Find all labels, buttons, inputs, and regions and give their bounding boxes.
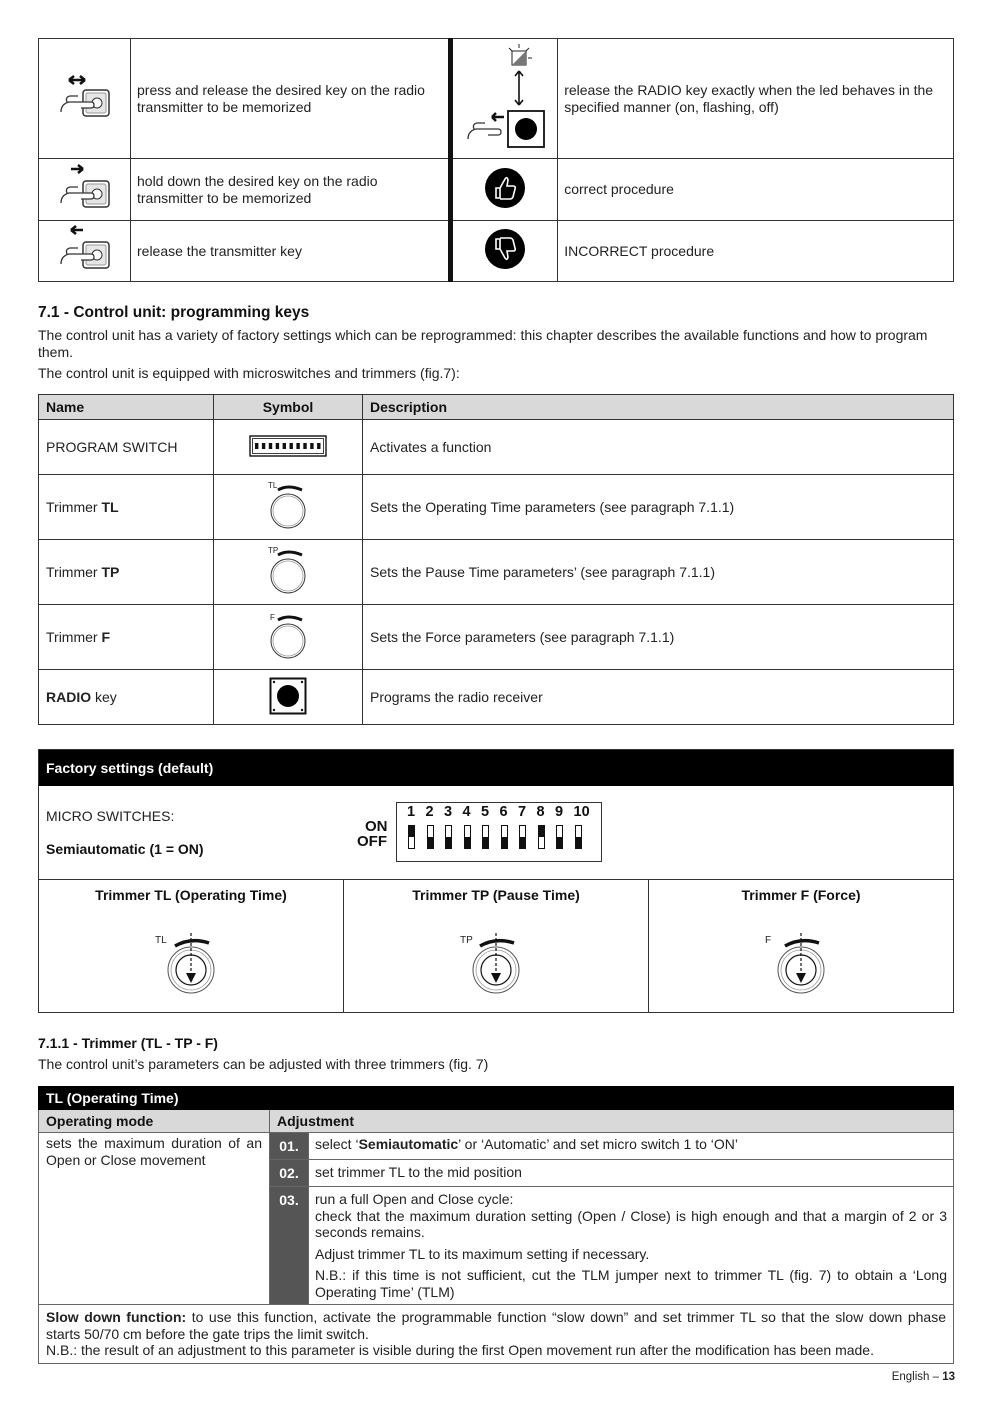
dip-switch-number: 5 — [481, 804, 490, 820]
trimmer-icon — [258, 608, 318, 664]
key-name — [39, 670, 214, 725]
dip-switch-number: 2 — [425, 804, 434, 820]
table-row — [39, 1133, 954, 1160]
dip-lever-icon — [290, 443, 293, 449]
step-text: set trimmer TL to the mid position — [309, 1160, 954, 1187]
trimmer-icon — [258, 478, 318, 534]
dip-switch-number: 9 — [555, 804, 564, 820]
legend-left-icon-cell — [39, 39, 131, 159]
hand-press-release-icon — [55, 72, 115, 122]
key-description: Sets the Pause Time parameters’ (see paragraph 7.1.1) — [363, 540, 954, 605]
dip-lever-icon — [269, 443, 272, 449]
key-symbol — [214, 605, 363, 670]
key-name-bold: TL — [101, 499, 119, 515]
operating-mode-text: sets the maximum duration of an Open or Close movement — [39, 1133, 270, 1305]
dip-lever-icon — [317, 443, 320, 449]
trimmer-default-position-icon — [761, 929, 841, 1002]
trimmer-label: F — [765, 935, 772, 946]
slow-down-text: to use this function, activate the programmable function “slow down” and set trimmer TL so that the slow down phase starts 50/70 cm before the gate trips the limit switch. — [46, 1309, 946, 1342]
symbol-legend-table — [38, 38, 954, 282]
trimmer-label: TL — [155, 935, 167, 946]
radio-key-icon — [269, 677, 307, 715]
key-description: Activates a function — [363, 420, 954, 475]
key-name-text: key — [91, 689, 117, 705]
thumbs-down-icon — [483, 227, 527, 271]
key-description: Sets the Operating Time parameters (see paragraph 7.1.1) — [363, 475, 954, 540]
dip-lever-icon — [303, 443, 306, 449]
dip-switch-number: 8 — [536, 804, 545, 820]
dip-switch — [482, 825, 489, 849]
micro-switches-mode: Semiautomatic (1 = ON) — [46, 841, 204, 857]
key-name-bold: F — [101, 629, 111, 645]
trimmer-symbol-label: TL — [268, 480, 278, 490]
column-header: Symbol — [214, 395, 363, 420]
legend-right-text: INCORRECT procedure — [558, 221, 954, 282]
step-text-part: ’ or ‘Automatic’ and set micro switch 1 to ‘ON’ — [458, 1136, 739, 1152]
dip-switch — [408, 825, 415, 849]
page-footer — [892, 1371, 955, 1383]
factory-settings-title: Factory settings (default) — [39, 750, 953, 786]
legend-left-icon-cell — [39, 159, 131, 221]
legend-right-icon-cell — [451, 221, 558, 282]
hand-release-key-icon — [55, 224, 115, 274]
off-label: OFF — [357, 833, 387, 850]
key-symbol — [214, 670, 363, 725]
legend-left-icon-cell — [39, 221, 131, 282]
step-line: run a full Open and Close cycle: — [315, 1191, 514, 1207]
trimmer-label: TP — [460, 935, 473, 946]
table-row — [39, 475, 954, 540]
slow-down-nb: N.B.: the result of an adjustment to this parameter is visible during the first Open movement run after the modification has been made. — [46, 1342, 874, 1358]
legend-right-icon-cell — [451, 39, 558, 159]
dip-switch — [501, 825, 508, 849]
thumbs-up-icon — [483, 166, 527, 210]
key-symbol — [214, 540, 363, 605]
step-text-bold: Semiautomatic — [358, 1136, 459, 1152]
key-symbol — [214, 420, 363, 475]
paragraph: The control unit’s parameters can be adjusted with three trimmers (fig. 7) — [38, 1056, 489, 1072]
key-name-bold: TP — [101, 564, 120, 580]
trimmer-default-position-icon — [456, 929, 536, 1002]
key-description: Programs the radio receiver — [363, 670, 954, 725]
trimmer-setting-column — [649, 879, 953, 1013]
dip-switch — [538, 825, 545, 849]
trimmer-symbol-label: F — [270, 612, 275, 622]
column-header: Operating mode — [39, 1110, 270, 1133]
dip-switch-number: 6 — [499, 804, 508, 820]
section-title: 7.1 - Control unit: programming keys — [38, 304, 310, 321]
table-title-row — [39, 1087, 954, 1110]
step-text-part: select ‘ — [315, 1136, 359, 1152]
paragraph: The control unit has a variety of factory settings which can be reprogrammed: this chapter describes the available functions and how to program them. — [38, 327, 928, 360]
micro-switches-label: MICRO SWITCHES: — [46, 808, 175, 824]
step-line: N.B.: if this time is not sufficient, cut the TLM jumper next to trimmer TL (fig. 7) to obtain a ‘Long Operating Time’ (TLM) — [315, 1267, 947, 1300]
trimmer-setting-title: Trimmer TP (Pause Time) — [412, 887, 580, 903]
legend-left-text: hold down the desired key on the radio transmitter to be memorized — [131, 159, 451, 221]
key-name-bold: RADIO — [46, 689, 92, 705]
legend-row — [39, 221, 954, 282]
radio-key-led-icon — [460, 41, 550, 153]
table-row — [39, 1305, 954, 1364]
trimmer-symbol-label: TP — [268, 545, 279, 555]
column-header: Adjustment — [270, 1110, 954, 1133]
paragraph: The control unit is equipped with microswitches and trimmers (fig.7): — [38, 365, 460, 381]
key-name-text: Trimmer — [46, 499, 102, 515]
dip-lever-icon — [262, 443, 265, 449]
slow-down-note — [39, 1305, 954, 1364]
table-header-row — [39, 395, 954, 420]
factory-settings-box — [38, 749, 954, 1013]
legend-row — [39, 159, 954, 221]
dip-switch-panel — [396, 802, 602, 862]
step-text — [309, 1187, 954, 1305]
column-header: Description — [363, 395, 954, 420]
legend-left-text: press and release the desired key on the radio transmitter to be memorized — [131, 39, 451, 159]
key-name — [39, 420, 214, 475]
dip-switch-number: 7 — [518, 804, 527, 820]
trimmer-icon — [258, 543, 318, 599]
dip-switch-number: 10 — [573, 804, 590, 820]
key-description: Sets the Force parameters (see paragraph 7.1.1) — [363, 605, 954, 670]
key-name — [39, 475, 214, 540]
dip-switch-icon — [249, 435, 327, 457]
dip-lever-icon — [255, 443, 258, 449]
trimmer-setting-title: Trimmer TL (Operating Time) — [95, 887, 287, 903]
trimmer-setting-column — [344, 879, 648, 1013]
tl-table-title: TL (Operating Time) — [39, 1087, 954, 1110]
key-name-text: Trimmer — [46, 629, 102, 645]
dip-switch — [556, 825, 563, 849]
dip-switch — [427, 825, 434, 849]
key-symbol — [214, 475, 363, 540]
dip-switch-number: 1 — [407, 804, 416, 820]
table-header-row — [39, 1110, 954, 1133]
legend-right-icon-cell — [451, 159, 558, 221]
dip-switch — [445, 825, 452, 849]
legend-right-text: correct procedure — [558, 159, 954, 221]
table-row — [39, 540, 954, 605]
dip-switch — [464, 825, 471, 849]
dip-lever-icon — [283, 443, 286, 449]
step-text — [309, 1133, 954, 1160]
on-label: ON — [365, 818, 388, 835]
step-number: 03. — [270, 1187, 309, 1305]
trimmer-setting-column — [39, 879, 343, 1013]
column-header: Name — [39, 395, 214, 420]
table-row — [39, 605, 954, 670]
legend-row — [39, 39, 954, 159]
dip-lever-icon — [310, 443, 313, 449]
hand-hold-key-icon — [55, 163, 115, 213]
dip-lever-icon — [276, 443, 279, 449]
legend-left-text: release the transmitter key — [131, 221, 451, 282]
key-name-text: Trimmer — [46, 564, 102, 580]
step-number: 01. — [270, 1133, 309, 1160]
step-line: check that the maximum duration setting (Open / Close) is high enough and that a margin of 2 or 3 seconds remains. — [315, 1207, 947, 1240]
key-name-text: PROGRAM SWITCH — [46, 439, 178, 455]
dip-switch-number: 4 — [462, 804, 471, 820]
step-line: Adjust trimmer TL to its maximum setting if necessary. — [315, 1245, 650, 1262]
key-name — [39, 540, 214, 605]
dip-switch-number: 3 — [444, 804, 453, 820]
key-name — [39, 605, 214, 670]
table-row — [39, 420, 954, 475]
dip-switch — [575, 825, 582, 849]
trimmer-default-position-icon — [151, 929, 231, 1002]
page-number: 13 — [942, 1371, 955, 1383]
slow-down-label: Slow down function: — [46, 1309, 187, 1325]
footer-language: English – — [891, 1371, 943, 1383]
dip-lever-icon — [296, 443, 299, 449]
trimmer-setting-title: Trimmer F (Force) — [741, 887, 861, 903]
table-row — [39, 670, 954, 725]
programming-keys-table — [38, 394, 954, 725]
dip-switch — [519, 825, 526, 849]
tl-operating-time-table — [38, 1086, 954, 1364]
subsection-title: 7.1.1 - Trimmer (TL - TP - F) — [38, 1035, 218, 1051]
legend-right-text: release the RADIO key exactly when the led behaves in the specified manner (on, flashing, off) — [558, 39, 954, 159]
step-number: 02. — [270, 1160, 309, 1187]
